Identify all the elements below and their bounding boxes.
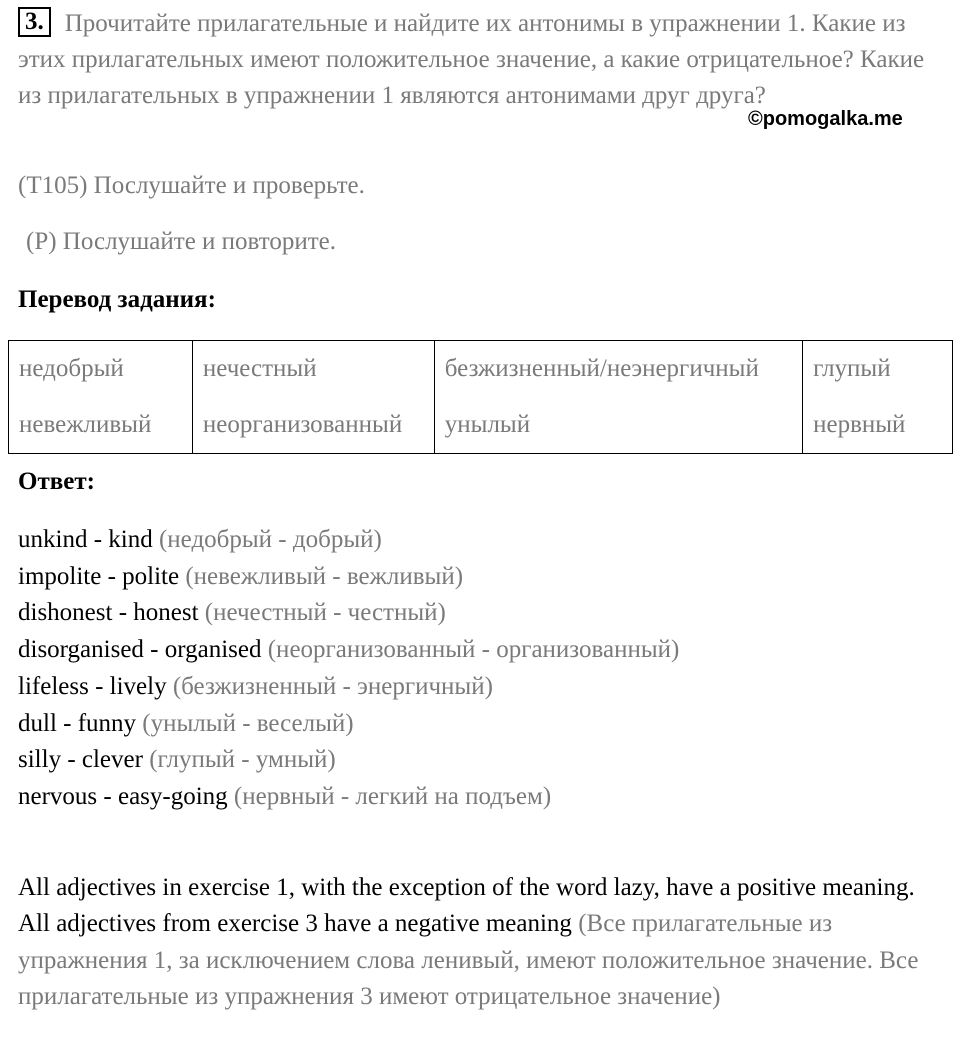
cell-word: невежливый xyxy=(19,411,152,438)
answer-english: nervous - easy-going xyxy=(18,782,228,810)
answer-russian: (глупый - умный) xyxy=(149,746,336,774)
list-item xyxy=(18,779,679,816)
table-cell xyxy=(434,341,802,454)
conclusion-russian: (Все прилагательные из упражнения 1, за исключением слова ленивый, имеют положительное значение. Все прилагательные из упражнения 3 имеют отрицательное значение) xyxy=(18,910,919,1011)
conclusion-english: All adjectives in exercise 1, with the exception of the word lazy, have a positive meaning. All adjectives from exercise 3 have a negative meaning xyxy=(18,874,915,938)
answer-english: silly - clever xyxy=(18,746,143,774)
translation-table xyxy=(8,340,953,454)
cell-word: неорганизованный xyxy=(202,411,403,438)
list-item xyxy=(18,559,679,596)
answer-english: impolite - polite xyxy=(18,562,180,590)
cell-word: нервный xyxy=(813,411,906,438)
conclusion-paragraph xyxy=(18,870,948,1016)
table-cell xyxy=(803,341,953,454)
list-item xyxy=(18,742,679,779)
cell-word: безжизненный/неэнергичный xyxy=(444,355,759,382)
answer-russian: (нервный - легкий на подъем) xyxy=(233,782,552,810)
list-item xyxy=(18,632,679,669)
cell-word: унылый xyxy=(444,411,531,438)
watermark: ©pomogalka.me xyxy=(748,108,903,130)
cell-word: глупый xyxy=(813,355,891,382)
task-number: 3. xyxy=(18,7,51,37)
table-cell xyxy=(192,341,434,454)
answer-heading: Ответ: xyxy=(18,468,95,495)
cell-word: недобрый xyxy=(19,355,124,382)
answer-english: disorganised - organised xyxy=(18,636,262,664)
answer-russian: (недобрый - добрый) xyxy=(158,526,382,553)
listen-repeat-instruction: (P) Послушайте и повторите. xyxy=(26,228,336,255)
answer-english: unkind - kind xyxy=(18,526,153,553)
list-item xyxy=(18,522,679,559)
cell-word: нечестный xyxy=(202,355,317,382)
task-instructions xyxy=(18,6,948,114)
listen-check-instruction: (T105) Послушайте и проверьте. xyxy=(18,172,365,199)
answer-russian: (нечестный - честный) xyxy=(204,599,446,627)
answer-list xyxy=(18,522,679,816)
answer-english: dishonest - honest xyxy=(18,599,199,627)
answer-russian: (безжизненный - энергичный) xyxy=(172,672,493,700)
list-item xyxy=(18,595,679,632)
task-text: Прочитайте прилагательные и найдите их антонимы в упражнении 1. Какие из этих прилагательных имеют положительное значение, а какие отрицательное? Какие из прилагательных в упражнении 1 являются антонимами друг друга? xyxy=(18,10,925,109)
translation-heading: Перевод задания: xyxy=(18,286,216,313)
answer-russian: (невежливый - вежливый) xyxy=(185,562,464,590)
answer-english: lifeless - lively xyxy=(18,672,167,700)
answer-english: dull - funny xyxy=(18,709,137,737)
answer-russian: (неорганизованный - организованный) xyxy=(267,636,680,664)
list-item xyxy=(18,669,679,706)
answer-russian: (унылый - веселый) xyxy=(142,709,354,737)
table-row xyxy=(9,341,953,454)
table-cell xyxy=(9,341,193,454)
list-item xyxy=(18,706,679,743)
